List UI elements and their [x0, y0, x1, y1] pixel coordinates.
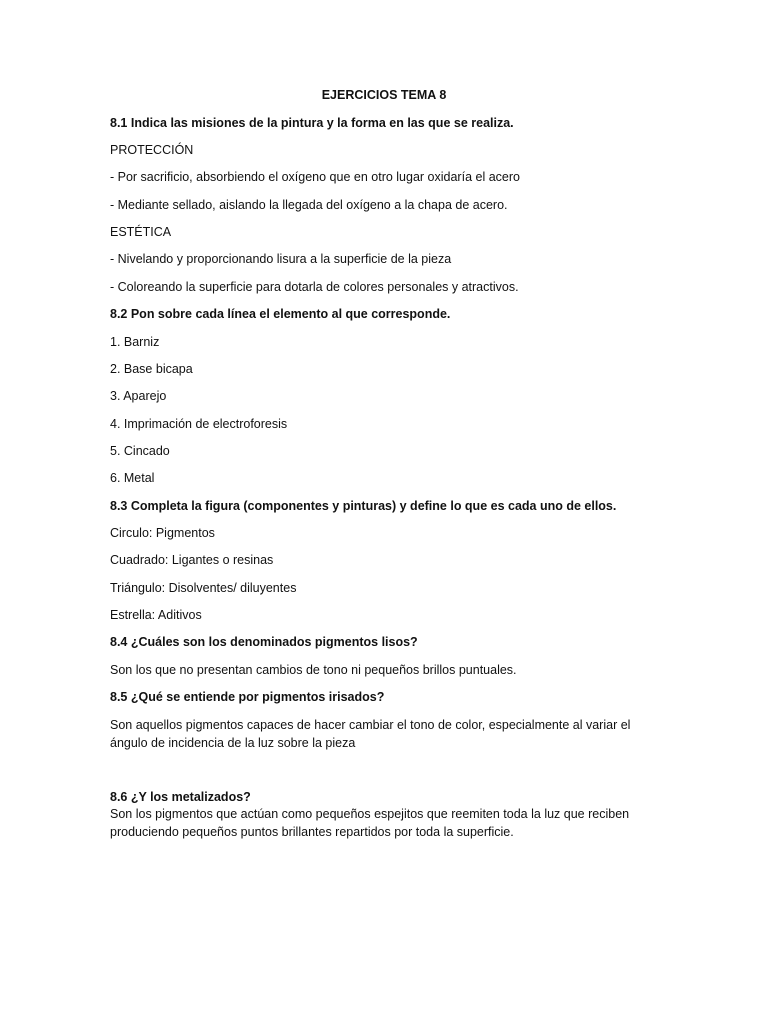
list-item: 4. Imprimación de electroforesis	[110, 417, 288, 431]
question-8-6: 8.6 ¿Y los metalizados?	[110, 790, 251, 804]
answer-8-5-line: Son aquellos pigmentos capaces de hacer cambiar el tono de color, especialmente al variar el	[110, 718, 631, 732]
list-item: Cuadrado: Ligantes o resinas	[110, 553, 274, 567]
question-8-2: 8.2 Pon sobre cada línea el elemento al que corresponde.	[110, 307, 451, 321]
estetica-heading: ESTÉTICA	[110, 225, 172, 239]
answer-8-5-line: ángulo de incidencia de la luz sobre la pieza	[110, 736, 356, 750]
proteccion-item: - Mediante sellado, aislando la llegada del oxígeno a la chapa de acero.	[110, 198, 508, 212]
list-item: Circulo: Pigmentos	[110, 526, 215, 540]
question-8-3: 8.3 Completa la figura (componentes y pinturas) y define lo que es cada uno de ellos.	[110, 499, 617, 513]
proteccion-heading: PROTECCIÓN	[110, 143, 194, 157]
list-item: 2. Base bicapa	[110, 362, 193, 376]
estetica-item: - Coloreando la superficie para dotarla de colores personales y atractivos.	[110, 280, 519, 294]
estetica-item: - Nivelando y proporcionando lisura a la superficie de la pieza	[110, 252, 452, 266]
list-item: 6. Metal	[110, 471, 155, 485]
answer-8-6-line: produciendo pequeños puntos brillantes repartidos por toda la superficie.	[110, 825, 514, 839]
question-8-5: 8.5 ¿Qué se entiende por pigmentos irisados?	[110, 690, 385, 704]
question-8-1: 8.1 Indica las misiones de la pintura y la forma en las que se realiza.	[110, 116, 514, 130]
list-item: Estrella: Aditivos	[110, 608, 202, 622]
list-item: 3. Aparejo	[110, 389, 167, 403]
answer-8-6-line: Son los pigmentos que actúan como pequeños espejitos que reemiten toda la luz que reciben	[110, 807, 630, 821]
list-item: 5. Cincado	[110, 444, 170, 458]
list-item: Triángulo: Disolventes/ diluyentes	[110, 581, 297, 595]
list-item: 1. Barniz	[110, 335, 160, 349]
document-title: EJERCICIOS TEMA 8	[321, 88, 447, 102]
question-8-4: 8.4 ¿Cuáles son los denominados pigmentos lisos?	[110, 635, 418, 649]
answer-8-4: Son los que no presentan cambios de tono ni pequeños brillos puntuales.	[110, 663, 517, 677]
proteccion-item: - Por sacrificio, absorbiendo el oxígeno que en otro lugar oxidaría el acero	[110, 170, 520, 184]
